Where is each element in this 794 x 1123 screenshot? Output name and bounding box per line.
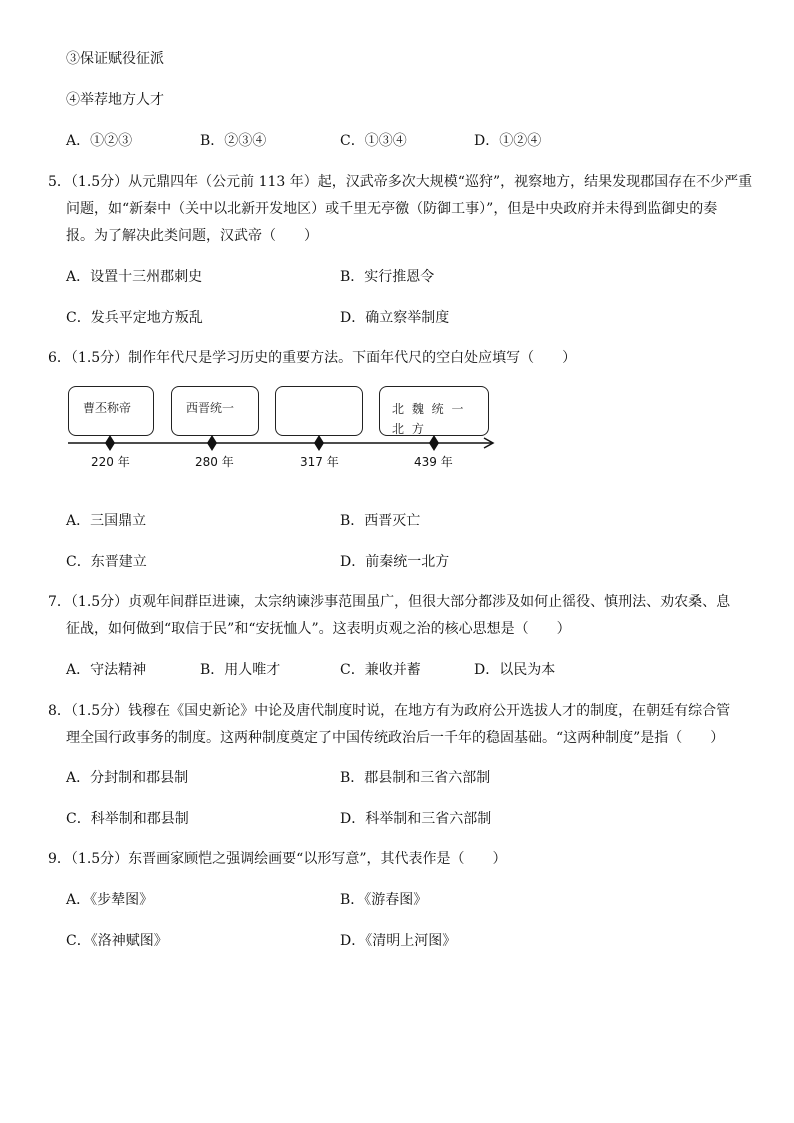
question-6-line-1: 6．（1.5分）制作年代尺是学习历史的重要方法。下面年代尺的空白处应填写（ ） (48, 350, 577, 366)
timeline-marker-439 (429, 435, 439, 451)
q7-option-b: B．用人唯才 (200, 662, 281, 678)
q7-option-a: A．守法精神 (66, 662, 147, 678)
q9-option-b: B．《游春图》 (340, 892, 428, 908)
q7-option-d: D．以民为本 (474, 662, 556, 678)
question-8-line-2: 理全国行政事务的制度。这两种制度奠定了中国传统政治后一千年的稳固基础。“这两种制度”是指（ ） (66, 730, 725, 746)
timeline-year-4: 439 年 (414, 455, 453, 469)
q8-option-b: B．郡县制和三省六部制 (340, 770, 491, 786)
q5-option-b: B．实行推恩令 (340, 269, 435, 285)
question-9-line-1: 9．（1.5分）东晋画家顾恺之强调绘画要“以形写意”，其代表作是（ ） (48, 851, 507, 867)
q7-option-c: C．兼收并蓄 (340, 662, 421, 678)
question-5-line-3: 报。为了解决此类问题，汉武帝（ ） (66, 228, 318, 244)
question-8-line-1: 8．（1.5分）钱穆在《国史新论》中论及唐代制度时说，在地方有为政府公开选拔人才的制度，在朝廷有综合管 (48, 703, 731, 719)
timeline-box-1-label: 曹丕称帝 (83, 401, 132, 415)
timeline-box-4-label: 北 魏 统 一 北 方 (392, 402, 466, 436)
question-5-line-1: 5．（1.5分）从元鼎四年（公元前 113 年）起，汉武帝多次大规模“巡狩”，视察地方，结果发现郡国存在不少严重 (48, 174, 753, 190)
question-5-line-2: 问题，如“新秦中（关中以北新开发地区）或千里无亭徼（防御工事）”，但是中央政府并未得到监御史的奏 (66, 201, 718, 217)
timeline-marker-317 (314, 435, 324, 451)
q9-option-d: D．《清明上河图》 (340, 933, 457, 949)
timeline-marker-220 (105, 435, 115, 451)
q5-option-a: A．设置十三州郡刺史 (66, 269, 203, 285)
q5-option-c: C．发兵平定地方叛乱 (66, 310, 203, 326)
q6-option-d: D．前秦统一北方 (340, 554, 450, 570)
timeline-year-1: 220 年 (91, 455, 130, 469)
timeline-box-blank (275, 386, 363, 436)
question-7-line-1: 7．（1.5分）贞观年间群臣进谏，太宗纳谏涉事范围虽广，但很大部分都涉及如何止徭役、慎刑法、劝农桑、息 (48, 594, 731, 610)
prev-option-c: C．①③④ (340, 133, 407, 149)
q9-option-c: C．《洛神赋图》 (66, 933, 168, 949)
q8-option-d: D．科举制和三省六部制 (340, 811, 492, 827)
prev-option-d: D．①②④ (474, 133, 542, 149)
timeline-box-4 (379, 386, 489, 436)
option-statement-4: ④举荐地方人才 (66, 92, 164, 108)
q6-option-c: C．东晋建立 (66, 554, 147, 570)
q8-option-c: C．科举制和郡县制 (66, 811, 189, 827)
timeline-box-2-label: 西晋统一 (186, 401, 235, 415)
prev-option-b: B．②③④ (200, 133, 267, 149)
q9-option-a: A．《步辇图》 (66, 892, 154, 908)
q6-option-b: B．西晋灭亡 (340, 513, 421, 529)
q8-option-a: A．分封制和郡县制 (66, 770, 189, 786)
question-7-line-2: 征战，如何做到“取信于民”和“安抚恤人”。这表明贞观之治的核心思想是（ ） (66, 621, 571, 637)
timeline-axis (60, 432, 500, 454)
option-statement-3: ③保证赋役征派 (66, 51, 164, 67)
q5-option-d: D．确立察举制度 (340, 310, 450, 326)
q6-option-a: A．三国鼎立 (66, 513, 147, 529)
timeline-marker-280 (207, 435, 217, 451)
timeline-box-2 (171, 386, 259, 436)
prev-option-a: A．①②③ (66, 133, 133, 149)
timeline-year-3: 317 年 (300, 455, 339, 469)
timeline-year-2: 280 年 (195, 455, 234, 469)
timeline-box-1 (68, 386, 154, 436)
